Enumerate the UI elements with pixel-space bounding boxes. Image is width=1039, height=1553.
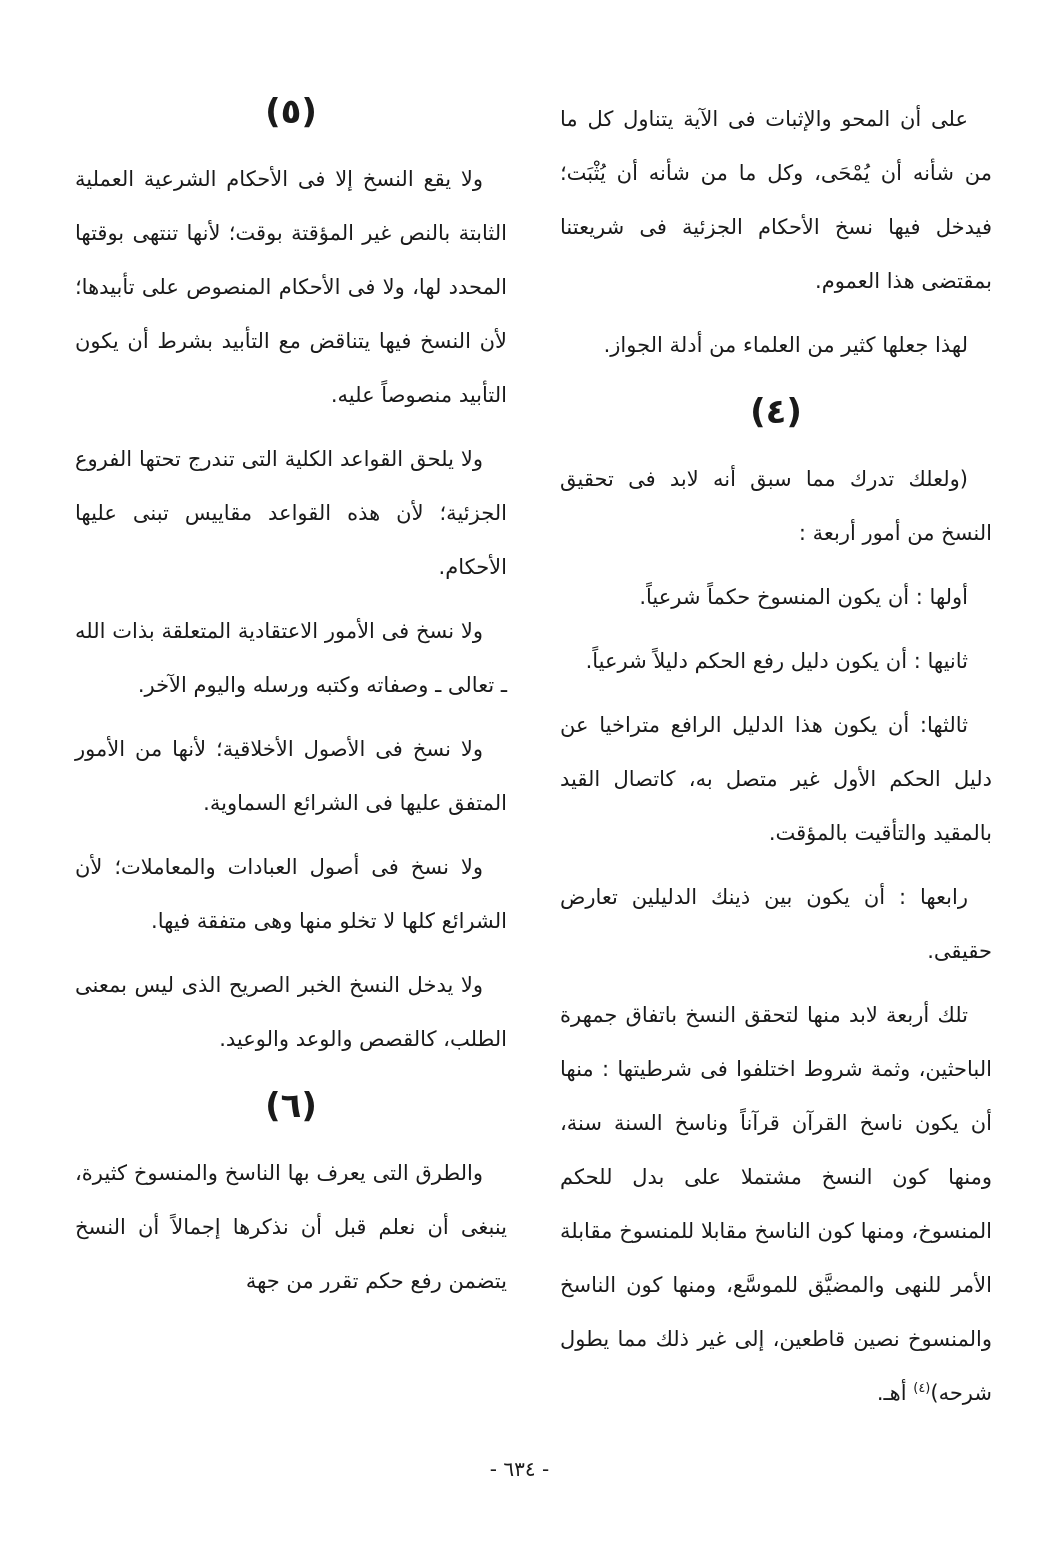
paragraph: ولا نسخ فى الأصول الأخلاقية؛ لأنها من الأمور المتفق عليها فى الشرائع السماوية.: [75, 737, 507, 815]
paragraph: ولا نسخ فى الأمور الاعتقادية المتعلقة بذات الله ـ تعالى ـ وصفاته وكتبه ورسله واليوم الآخر.: [75, 619, 507, 697]
footnote-reference[interactable]: (٤): [913, 1381, 931, 1396]
paragraph: [560, 988, 992, 1420]
paragraph: والطرق التى يعرف بها الناسخ والمنسوخ كثيرة، ينبغى أن نعلم قبل أن نذكرها إجمالاً أن النسخ يتضمن رفع حكم تقرر من جهة: [75, 1161, 507, 1293]
list-item-third: ثالثها: أن يكون هذا الدليل الرافع متراخيا عن دليل الحكم الأول غير متصل به، كاتصال القيد بالمقيد والتأقيت بالمؤقت.: [560, 713, 992, 845]
list-item-first: أولها : أن يكون المنسوخ حكماً شرعياً.: [639, 585, 968, 609]
left-column: [75, 92, 507, 1318]
list-item-fourth: رابعها : أن يكون بين ذينك الدليلين تعارض حقيقى.: [560, 885, 992, 963]
right-column: [560, 92, 992, 1430]
paragraph-text: تلك أربعة لابد منها لتحقق النسخ باتفاق جمهرة الباحثين، وثمة شروط اختلفوا فى شرطيتها : منها أن يكون ناسخ القرآن قرآناً وناسخ السنة سنة، ومنها كون النسخ مشتملا على بدل للحكم المنسوخ، ومنها كون الناسخ مقابلا للمنسوخ مقابلة الأمر للنهى والمضيَّق للموسَّع، ومنها كون الناسخ والمنسوخ نصين قاطعين، إلى غير ذلك مما يطول شرحه): [560, 1003, 992, 1405]
page-number: - ٦٣٤ -: [489, 1457, 550, 1481]
paragraph: ولا يدخل النسخ الخبر الصريح الذى ليس بمعنى الطلب، كالقصص والوعد والوعيد.: [75, 973, 507, 1051]
paragraph: لهذا جعلها كثير من العلماء من أدلة الجواز.: [603, 333, 968, 357]
section-heading-5: (٥): [265, 92, 317, 132]
paragraph: على أن المحو والإثبات فى الآية يتناول كل ما من شأنه أن يُمْحَى، وكل ما من شأنه أن يُثْبَت؛ فيدخل فيها نسخ الأحكام الجزئية فى شريعتنا بمقتضى هذا العموم.: [560, 107, 992, 293]
section-heading-4: (٤): [750, 392, 802, 432]
section-heading-6: (٦): [265, 1086, 317, 1126]
paragraph: ولا نسخ فى أصول العبادات والمعاملات؛ لأن الشرائع كلها لا تخلو منها وهى متفقة فيها.: [75, 855, 507, 933]
paragraph: ولا يقع النسخ إلا فى الأحكام الشرعية العملية الثابتة بالنص غير المؤقتة بوقت؛ لأنها تنتهى بوقتها المحدد لها، ولا فى الأحكام المنصوص على تأبيدها؛ لأن النسخ فيها يتناقض مع التأبيد بشرط أن يكون التأبيد منصوصاً عليه.: [75, 167, 507, 407]
paragraph: (ولعلك تدرك مما سبق أنه لابد فى تحقيق النسخ من أمور أربعة :: [560, 467, 992, 545]
list-item-second: ثانيها : أن يكون دليل رفع الحكم دليلاً شرعياً.: [585, 649, 968, 673]
paragraph: ولا يلحق القواعد الكلية التى تندرج تحتها الفروع الجزئية؛ لأن هذه القواعد مقاييس تبنى عليها الأحكام.: [75, 447, 507, 579]
paragraph-end: أهـ.: [876, 1381, 914, 1405]
